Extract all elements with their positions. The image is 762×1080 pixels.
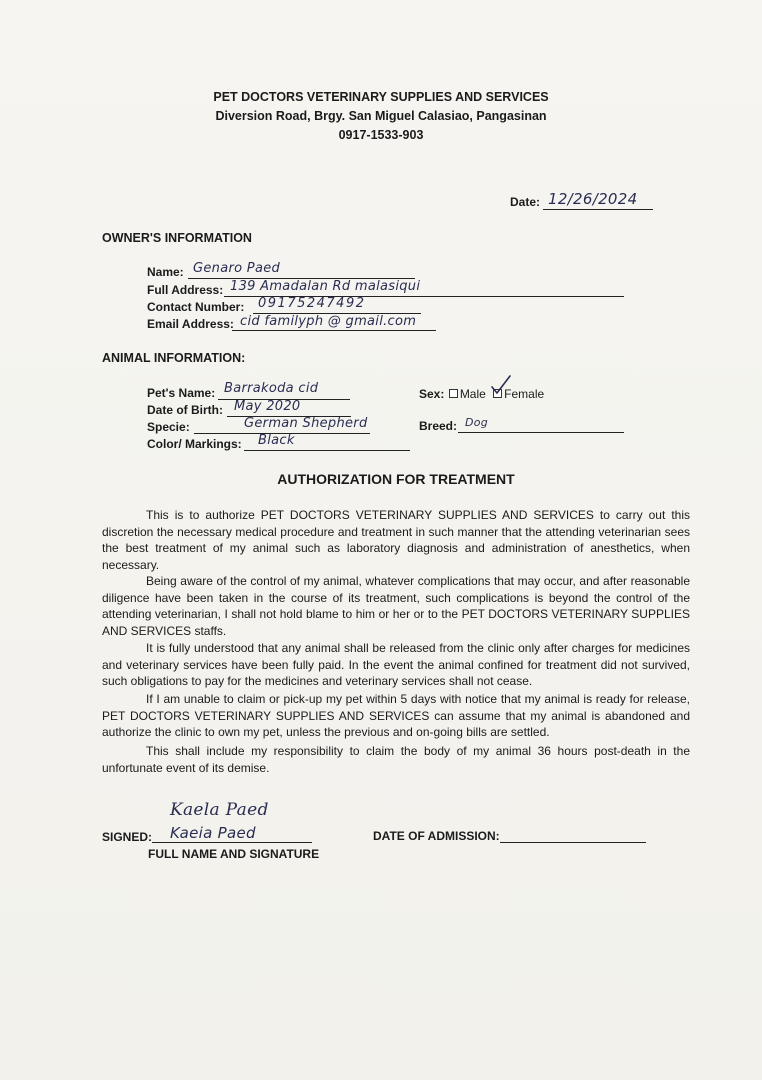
breed-value: Dog [465,416,489,429]
pet-name-value: Barrakoda cid [224,381,319,396]
sex-field [419,385,544,403]
breed-label: Breed: [419,419,458,433]
date-line [543,209,653,210]
paragraph-5-text: This shall include my responsibility to claim the body of my animal 36 hours post-death in the unfortunate event of its demise. [102,744,690,775]
specie-value: German Shepherd [244,416,368,431]
authorization-paragraph-4 [102,691,690,741]
owner-address-label: Full Address: [147,283,224,297]
admission-date-label: DATE OF ADMISSION: [373,829,500,843]
owner-email-label: Email Address: [147,317,234,331]
signature-script: Kaela Paed [170,800,269,820]
company-phone: 0917-1533-903 [338,128,424,142]
color-label: Color/ Markings: [147,437,242,451]
date-value: 12/26/2024 [548,190,638,208]
animal-heading: ANIMAL INFORMATION: [102,351,246,365]
owner-email-line [232,330,436,331]
owner-heading: OWNER'S INFORMATION [102,231,252,245]
paragraph-1-text: This is to authorize PET DOCTORS VETERINARY SUPPLIES AND SERVICES to carry out this discretion the necessary medical procedure and treatment in such manner that the attending veterinarian sees the best treatment of my animal such as laboratory diagnosis and administration of anesthetics, when necessary. [102,508,690,572]
paragraph-2-text: Being aware of the control of my animal, whatever complications that may occur, and after reasonable diligence have been taken in the course of its treatment, such complications is beyond the control of the attending veterinarian, I shall not hold blame to him or her or to the PET DOCTORS VETERINARY SUPPLIES AND SERVICES staffs. [102,574,690,638]
authorization-title: AUTHORIZATION FOR TREATMENT [277,471,515,487]
paragraph-3-text: It is fully understood that any animal shall be released from the clinic only after charges for medicines and veterinary services have been fully paid. In the event the animal confined for treatment did not survived, such obligations to pay for the medicines and veterinary services shall not cease. [102,641,690,689]
owner-name-label: Name: [147,265,184,279]
male-option-label: Male [459,387,486,401]
printed-name: Kaeia Paed [170,824,256,842]
owner-email-value: cid familyph @ gmail.com [240,314,417,329]
date-label: Date: [510,195,541,209]
signature-caption: FULL NAME AND SIGNATURE [148,847,320,861]
female-check-mark-icon [490,374,512,396]
owner-contact-label: Contact Number: [147,300,245,314]
breed-line [458,432,624,433]
company-address: Diversion Road, Brgy. San Miguel Calasiao, Pangasinan [215,109,547,123]
signed-label: SIGNED: [102,830,153,844]
authorization-paragraph-3 [102,640,690,690]
paragraph-4-text: If I am unable to claim or pick-up my pet within 5 days with notice that my animal is ready for release, PET DOCTORS VETERINARY SUPPLIES AND SERVICES can assume that my animal is abandoned and authorize the clinic to own my pet, unless the previous and on-going bills are settled. [102,692,690,740]
owner-address-value: 139 Amadalan Rd malasiqui [230,279,421,294]
authorization-paragraph-5 [102,743,690,776]
specie-label: Specie: [147,420,190,434]
admission-date-line [500,842,646,843]
authorization-paragraph-2 [102,573,690,639]
owner-contact-value: 09175247492 [258,296,366,311]
dob-value: May 2020 [234,399,301,414]
pet-name-label: Pet's Name: [147,386,216,400]
color-value: Black [258,433,295,448]
authorization-paragraph-1 [102,507,690,573]
color-line [244,450,410,451]
owner-name-value: Genaro Paed [193,261,281,276]
female-option-label: Female [504,387,545,401]
dob-label: Date of Birth: [147,403,223,417]
male-checkbox[interactable] [449,389,458,398]
company-name: PET DOCTORS VETERINARY SUPPLIES AND SERVICES [213,90,549,104]
signature-line [152,842,312,843]
sex-label: Sex: [419,387,445,401]
